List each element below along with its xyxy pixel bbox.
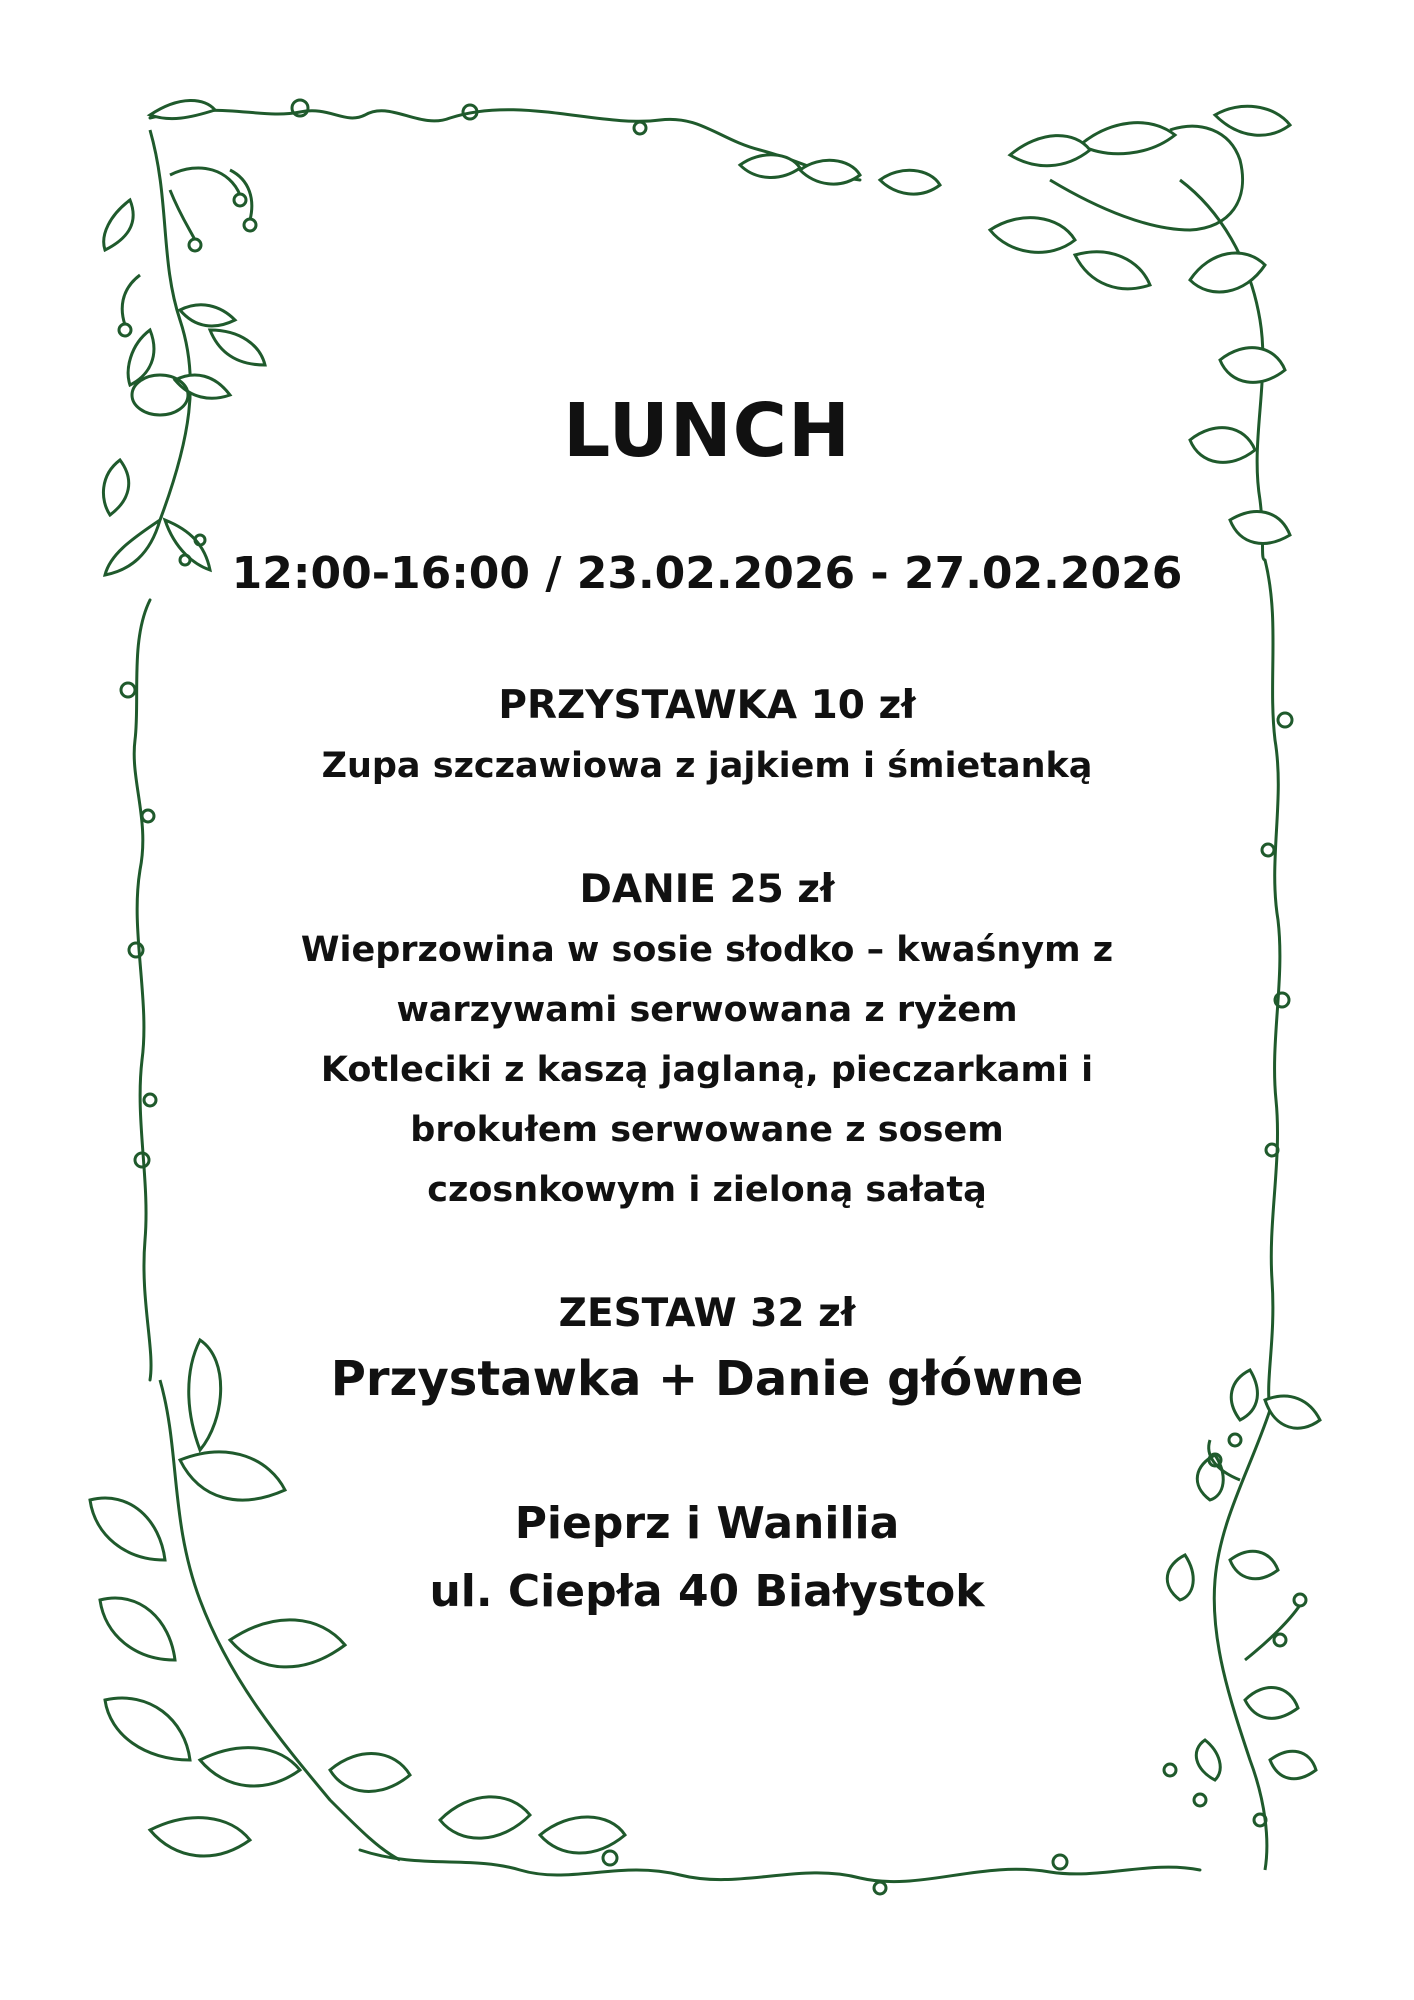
main-heading: DANIE 25 zł <box>579 867 835 912</box>
set-section <box>0 1284 1414 1414</box>
starter-heading: PRZYSTAWKA 10 zł <box>498 683 916 728</box>
main-section <box>0 860 1414 1220</box>
restaurant-name: Pieprz i Wanilia <box>514 1498 900 1549</box>
set-description: Przystawka + Danie główne <box>330 1351 1084 1407</box>
date-range: 12:00-16:00 / 23.02.2026 - 27.02.2026 <box>231 548 1183 599</box>
set-heading: ZESTAW 32 zł <box>558 1291 856 1336</box>
restaurant-address: ul. Ciepła 40 Białystok <box>429 1566 985 1617</box>
main-item-line: brokułem serwowane z sosem <box>410 1110 1004 1150</box>
restaurant-info <box>0 1490 1414 1626</box>
main-item-line: warzywami serwowana z ryżem <box>396 990 1018 1030</box>
starter-section <box>0 676 1414 796</box>
page-title: LUNCH <box>563 388 851 474</box>
main-item-line: Wieprzowina w sosie słodko – kwaśnym z <box>300 930 1114 970</box>
main-item-line: Kotleciki z kaszą jaglaną, pieczarkami i <box>320 1050 1094 1090</box>
starter-item: Zupa szczawiowa z jajkiem i śmietanką <box>321 746 1093 786</box>
main-item-line: czosnkowym i zieloną sałatą <box>427 1170 987 1210</box>
